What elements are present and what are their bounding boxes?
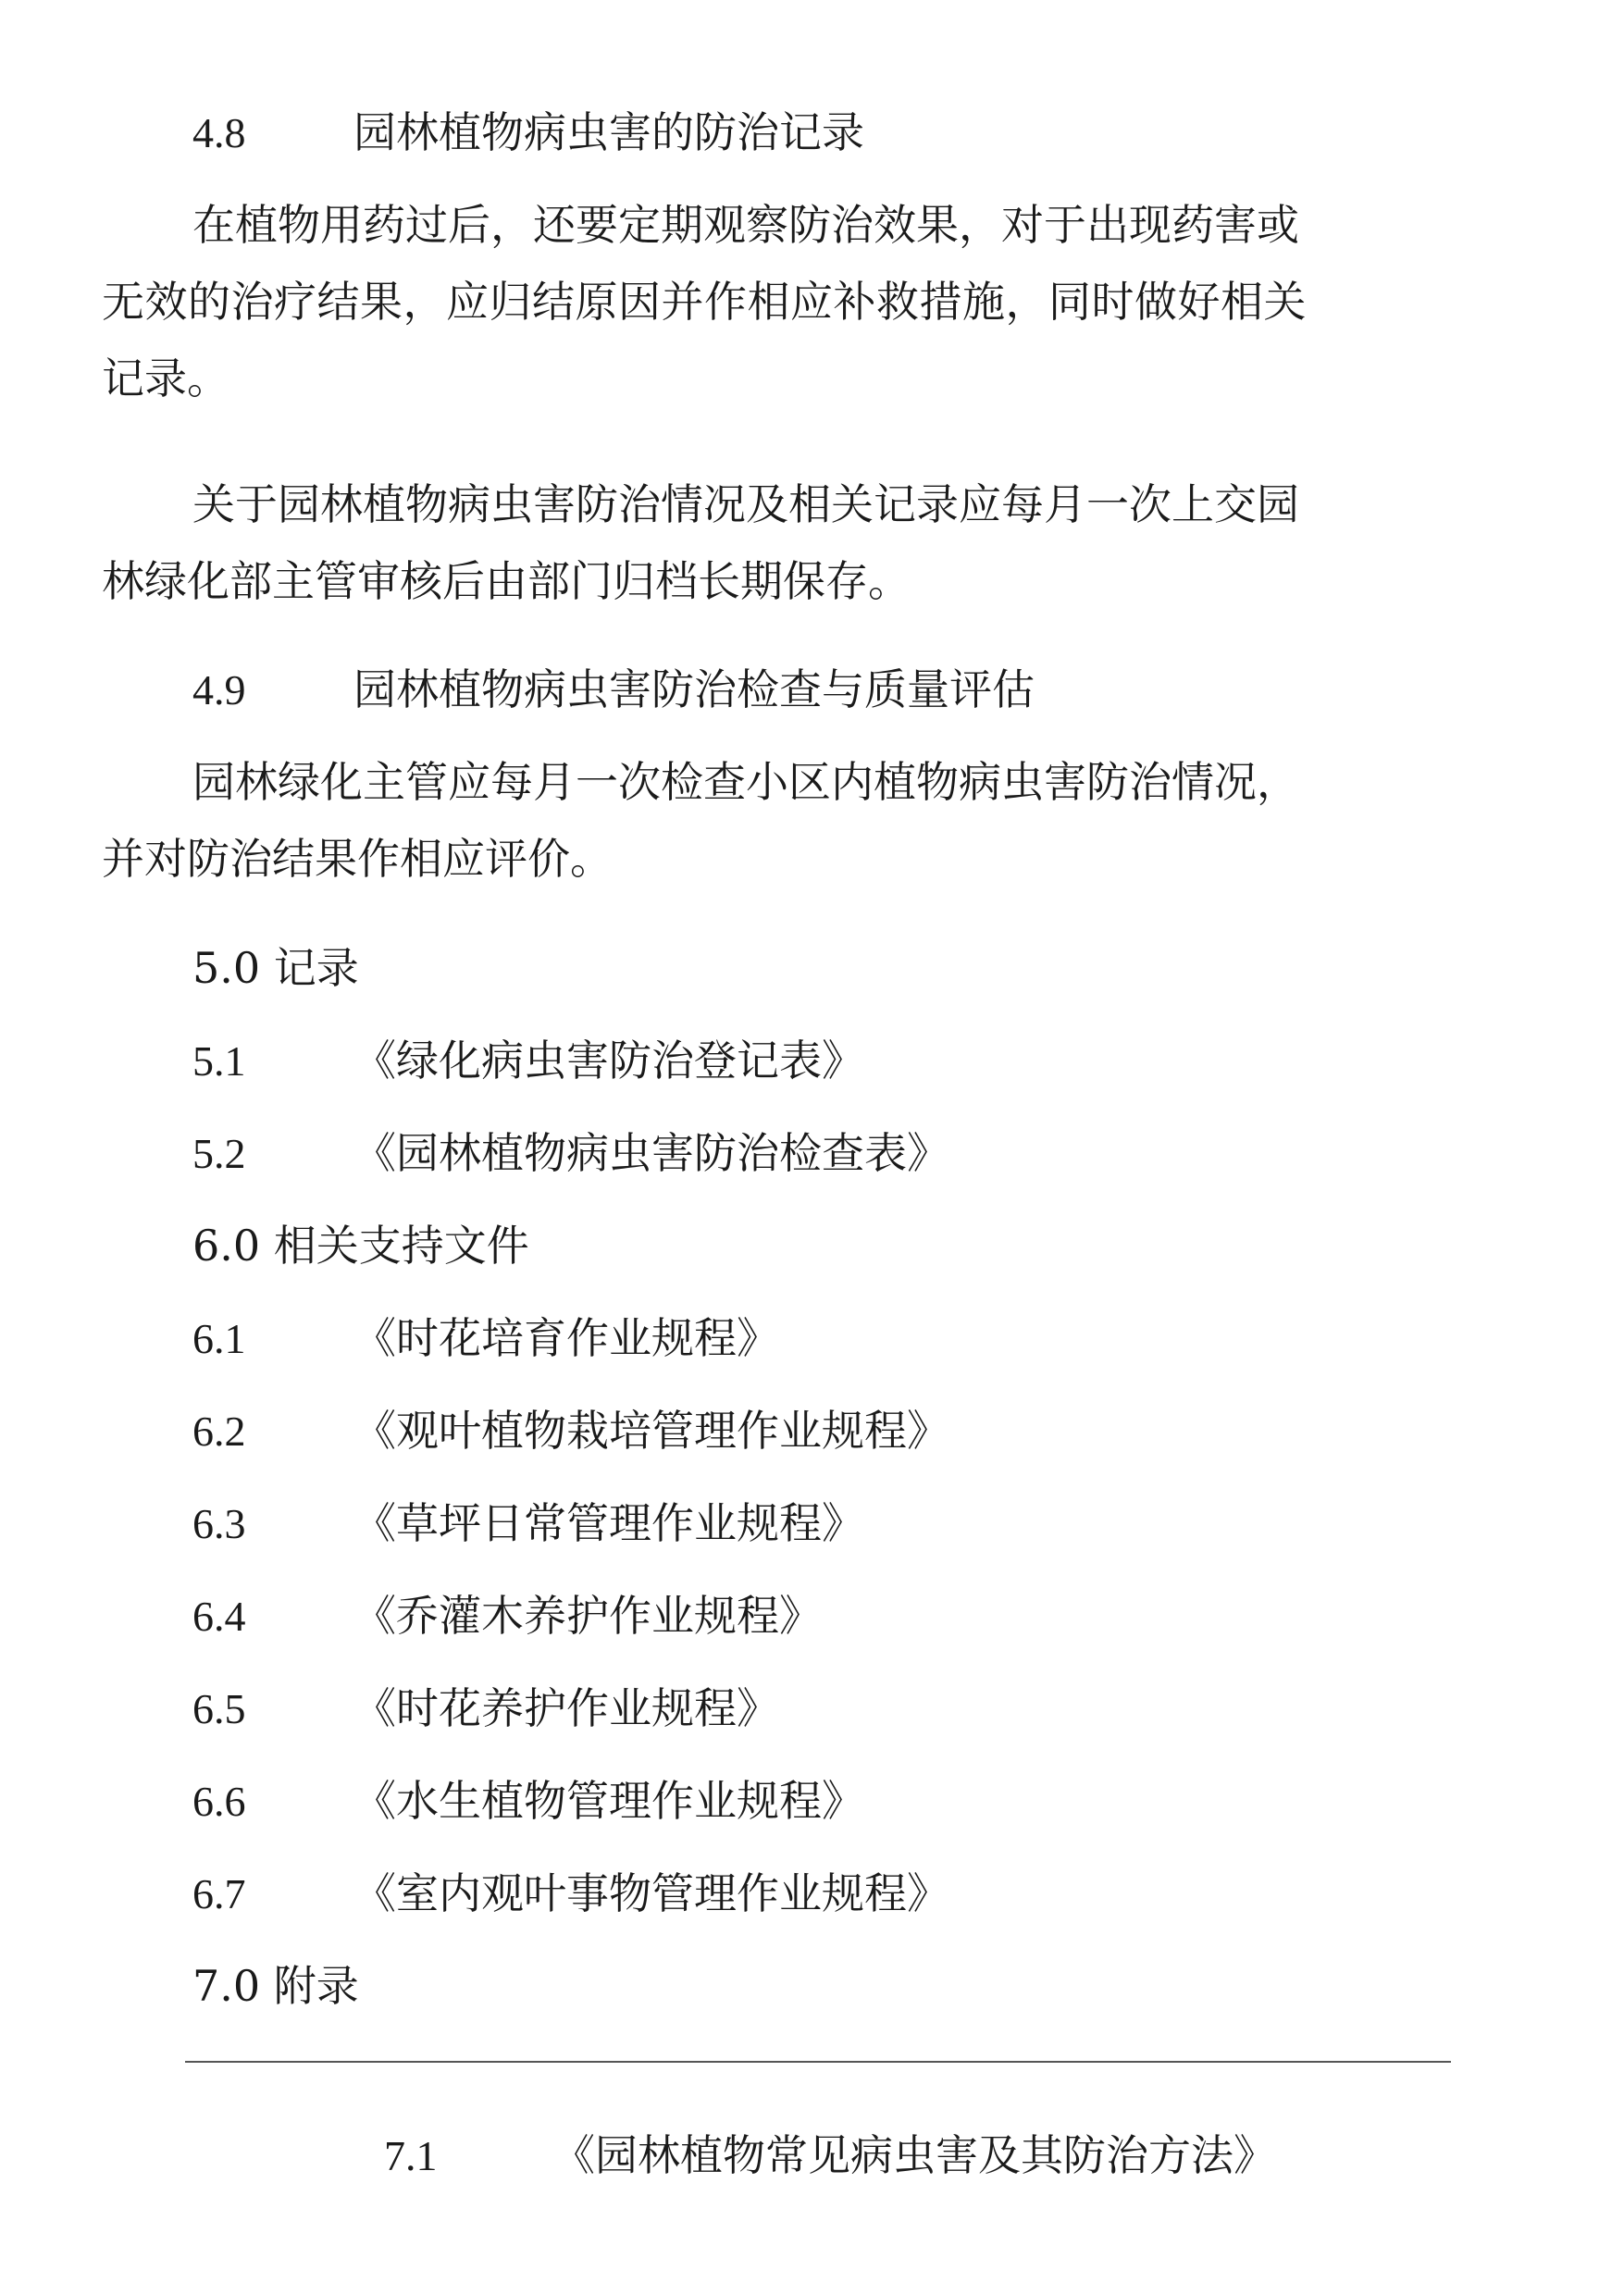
item-number: 7.1 xyxy=(384,2132,438,2179)
section-number: 4.8 xyxy=(192,109,246,156)
item-number: 6.1 xyxy=(192,1315,246,1362)
section-7-0-heading: 7.0 附录 xyxy=(192,1961,359,2011)
item-number: 6.6 xyxy=(192,1778,246,1825)
doc-item xyxy=(192,1495,1451,1552)
paragraph-line: 园林绿化主管应每月一次检查小区内植物病虫害防治情况， xyxy=(192,757,1299,807)
doc-item xyxy=(192,1681,1451,1737)
item-title: 《乔灌木养护作业规程》 xyxy=(353,1591,822,1641)
item-title: 《观叶植物栽培管理作业规程》 xyxy=(353,1406,949,1456)
paragraph-monthly-report xyxy=(102,477,1455,609)
item-title: 《草坪日常管理作业规程》 xyxy=(353,1498,864,1548)
section-4-8-heading xyxy=(192,105,1451,161)
paragraph-line: 记录。 xyxy=(102,354,229,403)
paragraph-line: 林绿化部主管审核后由部门归档长期保存。 xyxy=(102,556,911,606)
item-title: 《时花培育作业规程》 xyxy=(353,1313,779,1363)
doc-item xyxy=(192,1403,1451,1459)
section-5-0-heading: 5.0 记录 xyxy=(192,943,359,993)
record-item xyxy=(192,1125,1451,1182)
item-number: 6.3 xyxy=(192,1500,246,1547)
doc-item xyxy=(192,1588,1451,1644)
horizontal-divider xyxy=(185,2061,1451,2063)
paragraph-line: 在植物用药过后，还要定期观察防治效果，对于出现药害或 xyxy=(192,200,1299,250)
paragraph-line: 关于园林植物病虫害防治情况及相关记录应每月一次上交园 xyxy=(192,479,1299,529)
paragraph-records xyxy=(102,197,1455,406)
doc-item xyxy=(192,1866,1451,1922)
item-title: 《水生植物管理作业规程》 xyxy=(353,1776,864,1826)
item-number: 6.4 xyxy=(192,1593,246,1640)
paragraph-inspection xyxy=(102,754,1455,887)
record-item xyxy=(192,1033,1451,1089)
item-title: 《室内观叶事物管理作业规程》 xyxy=(353,1868,949,1918)
item-number: 6.7 xyxy=(192,1870,246,1917)
item-number: 6.2 xyxy=(192,1408,246,1455)
doc-item xyxy=(192,1773,1451,1830)
item-title: 《绿化病虫害防治登记表》 xyxy=(353,1036,864,1085)
section-title: 园林植物病虫害的防治记录 xyxy=(353,107,864,157)
section-title: 园林植物病虫害防治检查与质量评估 xyxy=(353,664,1035,714)
item-number: 6.5 xyxy=(192,1685,246,1732)
paragraph-line: 无效的治疗结果，应归结原因并作相应补救措施，同时做好相关 xyxy=(102,277,1307,327)
item-title: 《时花养护作业规程》 xyxy=(353,1683,779,1733)
section-number: 4.9 xyxy=(192,666,246,713)
item-number: 5.2 xyxy=(192,1130,246,1177)
item-number: 5.1 xyxy=(192,1037,246,1085)
section-4-9-heading xyxy=(192,662,1451,718)
section-6-0-heading: 6.0 相关支持文件 xyxy=(192,1221,529,1271)
paragraph-line: 并对防治结果作相应评价。 xyxy=(102,834,613,884)
item-title: 《园林植物病虫害防治检查表》 xyxy=(353,1128,949,1178)
item-title: 《园林植物常见病虫害及其防治方法》 xyxy=(552,2130,1276,2180)
appendix-item xyxy=(384,2128,1457,2184)
doc-item xyxy=(192,1310,1451,1367)
